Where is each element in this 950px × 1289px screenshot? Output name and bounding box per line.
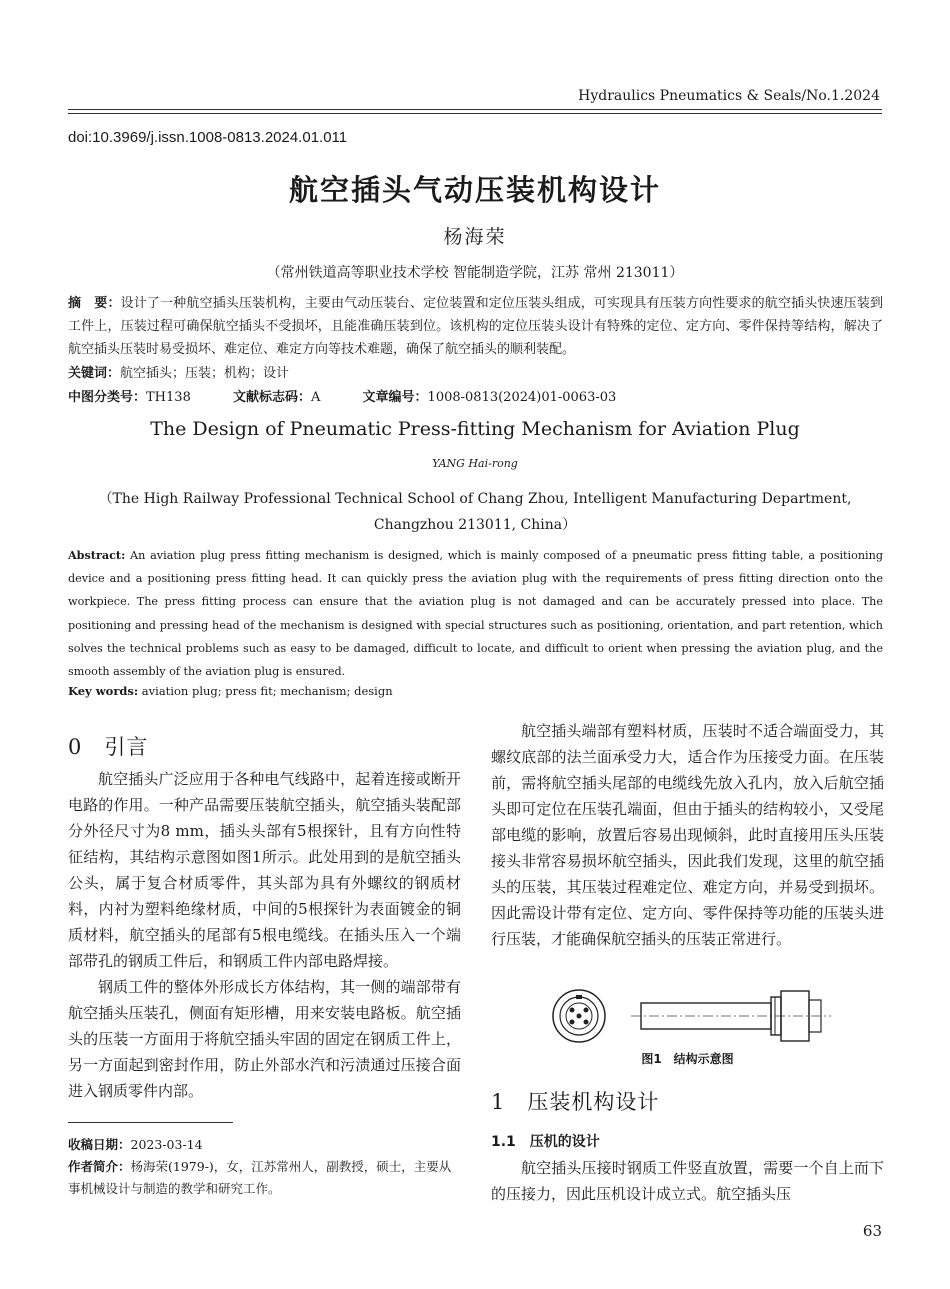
author-bio: 杨海荣(1979-)，女，江苏常州人，副教授，硕士，主要从事机械设计与制造的教学和研究工作。 bbox=[68, 1159, 452, 1196]
abstract-cn-text: 设计了一种航空插头压装机构，主要由气动压装台、定位装置和定位压装头组成，可实现具有压装方向性要求的航空插头快速压装到工件上，压装过程可确保航空插头不受损坏，且能准确压装到位。该机构的定位压装头设计有特殊的定位、定方向、零件保持等结构，解决了航空插头压装时易受损坏、难定位、难定方向等技术难题，确保了航空插头的顺利装配。 bbox=[68, 296, 883, 357]
footnote-rule bbox=[68, 1122, 233, 1123]
section-0-title: 0 引言 bbox=[68, 735, 149, 759]
english-abstract-text: An aviation plug press fitting mechanism is designed, which is mainly composed of a pneumatic press fitting table, a positioning device and a positioning press fitting head. It can quickly press the aviation plug with the requirements of press fitting direction onto the workpiece. The press fitting process can ensure that the aviation plug is not damaged and can be accurately pressed into place. The positioning and pressing head of the mechanism is designed with special structures such as positioning, orientation, and part retention, which solves the technical problems such as easy to be damaged, difficult to locate, and difficult to orient when pressing the aviation plug, and the smooth assembly of the aviation plug is ensured. bbox=[68, 549, 883, 679]
keywords-cn bbox=[68, 362, 289, 381]
keywords-cn-text: 航空插头；压装；机构；设计 bbox=[120, 366, 290, 381]
figure-1-caption: 图1 结构示意图 bbox=[641, 1052, 734, 1066]
doc-code-value: A bbox=[311, 390, 321, 405]
abstract-cn bbox=[68, 292, 883, 361]
affiliation: （常州铁道高等职业技术学校 智能制造学院，江苏 常州 213011） bbox=[266, 265, 684, 281]
english-keywords-text: aviation plug; press fit; mechanism; design bbox=[141, 684, 393, 698]
article-no-label: 文章编号： bbox=[362, 390, 428, 405]
author: 杨海荣 bbox=[443, 226, 507, 248]
english-abstract-label: Abstract: bbox=[68, 548, 126, 562]
english-affiliation-line: （The High Railway Professional Technical School of Chang Zhou, Intelligent Manufacturing Department, bbox=[98, 491, 852, 507]
received-date: 2023-03-14 bbox=[130, 1137, 203, 1152]
footnote bbox=[68, 1134, 461, 1200]
left-column-body bbox=[68, 766, 461, 1104]
bio-label: 作者简介： bbox=[68, 1159, 131, 1174]
page-number: 63 bbox=[862, 1222, 882, 1240]
plug-side-view bbox=[631, 991, 831, 1041]
paragraph: 航空插头端部有塑料材质，压装时不适合端面受力，其螺纹底部的法兰面承受力大，适合作为压接受力面。在压装前，需将航空插头尾部的电缆线先放入孔内，放入后航空插头即可定位在压装孔端面，但由于插头的结构较小，又受尾部电缆的影响，放置后容易出现倾斜，此时直接用压头压装接头非常容易损坏航空插头，因此我们发现，这里的航空插头的压装，其压装过程难定位、难定方向，并易受到损坏。因此需设计带有定位、定方向、零件保持等功能的压装头进行压装，才能确保航空插头的压装正常进行。 bbox=[491, 722, 884, 948]
header-rule bbox=[68, 113, 882, 114]
article-no-value: 1008-0813(2024)01-0063-03 bbox=[427, 390, 617, 405]
clc-value: TH138 bbox=[146, 390, 191, 405]
paper-title: 航空插头气动压装机构设计 bbox=[288, 173, 661, 207]
doi[interactable]: doi:10.3969/j.issn.1008-0813.2024.01.011 bbox=[68, 129, 348, 146]
english-title: The Design of Pneumatic Press-fitting Mechanism for Aviation Plug bbox=[150, 418, 800, 440]
right-column-body bbox=[491, 718, 884, 952]
figure-1-diagram bbox=[491, 986, 884, 1048]
journal-header: Hydraulics Pneumatics & Seals/No.1.2024 bbox=[578, 88, 880, 104]
paragraph: 钢质工件的整体外形成长方体结构，其一侧的端部带有航空插头压装孔，侧面有矩形槽，用来安装电路板。航空插头的压装一方面用于将航空插头牢固的固定在钢质工件上，另一方面起到密封作用，防止外部水汽和污渍通过压接合面进入钢质零件内部。 bbox=[68, 978, 461, 1100]
subsection-1-1-title: 1.1 压机的设计 bbox=[491, 1134, 600, 1150]
english-keywords bbox=[68, 684, 393, 698]
paragraph: 航空插头压接时钢质工件竖直放置，需要一个自上而下的压接力，因此压机设计成立式。航空插头压 bbox=[491, 1159, 884, 1203]
doc-code-label: 文献标志码： bbox=[232, 390, 311, 405]
paragraph: 航空插头广泛应用于各种电气线路中，起着连接或断开电路的作用。一种产品需要压装航空插头，航空插头装配部分外径尺寸为8 mm，插头头部有5根探针，且有方向性特征结构，其结构示意图如图1所示。此处用到的是航空插头公头，属于复合材质零件，其头部为具有外螺纹的钢质材料，内衬为塑料绝缘材质，中间的5根探针为表面镀金的铜质材料，航空插头的尾部有5根电缆线。在插头压入一个端部带孔的钢质工件后，和钢质工件内部电路焊接。 bbox=[68, 770, 461, 970]
keywords-cn-label: 关键词： bbox=[68, 366, 121, 381]
received-label: 收稿日期： bbox=[68, 1137, 131, 1152]
classification-row bbox=[68, 386, 616, 405]
english-affiliation bbox=[0, 486, 950, 538]
english-abstract bbox=[68, 544, 883, 683]
english-keywords-label: Key words: bbox=[68, 684, 139, 698]
abstract-cn-label: 摘 要： bbox=[68, 296, 121, 311]
section-1-title: 1 压装机构设计 bbox=[491, 1090, 660, 1114]
header-rule bbox=[68, 109, 882, 110]
right-column-body-2 bbox=[491, 1155, 884, 1207]
plug-end-view bbox=[553, 990, 605, 1042]
clc-label: 中图分类号： bbox=[68, 390, 147, 405]
english-author: YANG Hai-rong bbox=[432, 457, 518, 470]
english-affiliation-line: Changzhou 213011, China） bbox=[373, 517, 577, 533]
